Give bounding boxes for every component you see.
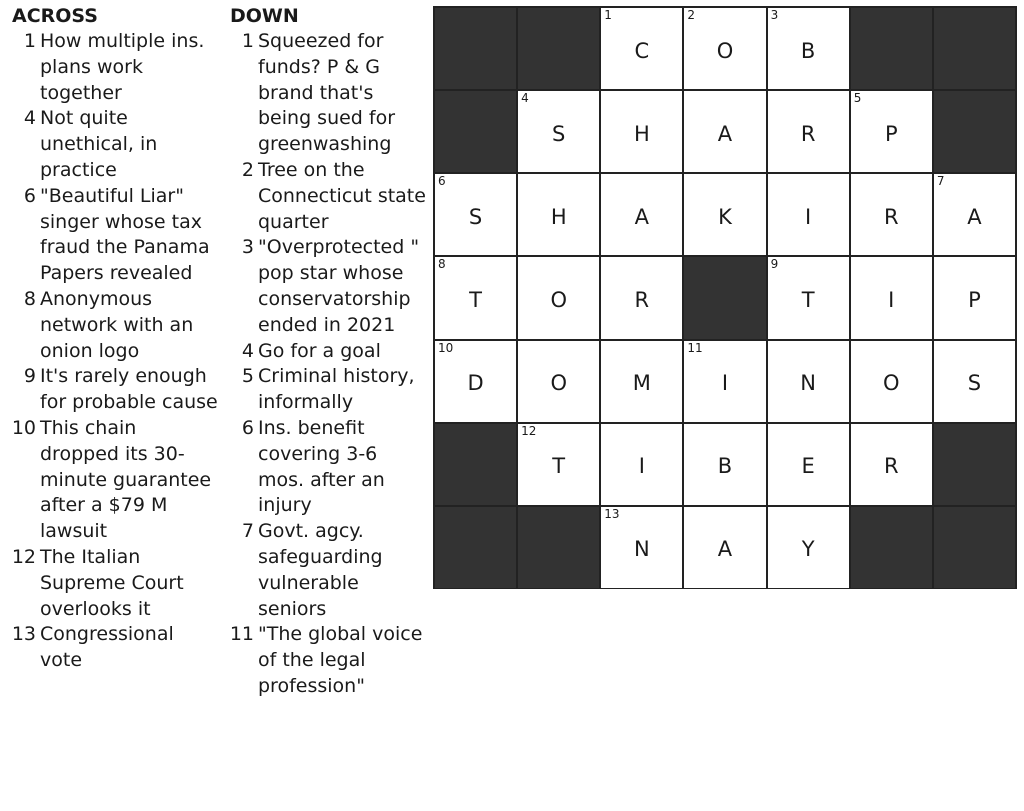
- clue-number: 10: [11, 416, 36, 439]
- cell-letter: O: [550, 371, 567, 396]
- grid-cell[interactable]: [600, 173, 683, 256]
- black-cell: [434, 423, 517, 506]
- crossword-grid: [433, 6, 1017, 589]
- cell-letter: A: [634, 204, 650, 229]
- cell-letter: I: [888, 287, 895, 312]
- cell-letter: T: [469, 287, 482, 312]
- grid-cell[interactable]: [850, 90, 933, 173]
- down-clue-3[interactable]: [226, 235, 426, 338]
- clue-number: 1: [23, 30, 36, 52]
- clue-text: Criminal history, informally: [258, 365, 415, 414]
- black-cell: [933, 423, 1016, 506]
- cell-letter: T: [801, 287, 815, 312]
- clue-number: 12: [11, 545, 36, 568]
- black-cell: [434, 7, 517, 90]
- clue-number: 2: [241, 158, 254, 181]
- clue-number: 4: [23, 107, 36, 130]
- grid-cell[interactable]: [683, 7, 766, 90]
- grid-cell[interactable]: [850, 423, 933, 506]
- cell-number: 9: [770, 257, 779, 272]
- grid-cell[interactable]: [767, 423, 850, 506]
- cell-number: 2: [687, 8, 696, 22]
- grid-cell[interactable]: [850, 256, 933, 339]
- clue-text: The Italian Supreme Court overlooks it: [40, 545, 184, 620]
- clue-number: 6: [241, 416, 254, 439]
- cell-letter: I: [805, 204, 812, 229]
- grid-cell[interactable]: [434, 256, 517, 339]
- cell-letter: H: [550, 204, 567, 229]
- grid-cell[interactable]: [600, 423, 683, 506]
- cell-letter: H: [633, 121, 650, 146]
- grid-cell[interactable]: [517, 173, 600, 256]
- grid-cell[interactable]: [683, 423, 766, 506]
- grid-cell[interactable]: [434, 173, 517, 256]
- across-clues: [8, 4, 220, 674]
- cell-letter: R: [883, 454, 899, 479]
- grid-cell[interactable]: [600, 7, 683, 90]
- across-clue-6[interactable]: [8, 184, 220, 287]
- cell-letter: K: [718, 204, 732, 229]
- cell-letter: Y: [801, 537, 815, 562]
- cell-letter: O: [550, 287, 567, 312]
- across-clue-12[interactable]: [8, 545, 220, 622]
- cell-number: 3: [770, 8, 779, 22]
- clue-text: Congressional vote: [40, 623, 174, 672]
- cell-number: 4: [521, 91, 529, 106]
- clue-text: Go for a goal: [258, 339, 381, 362]
- across-clue-9[interactable]: [8, 364, 220, 416]
- cell-number: 8: [438, 257, 446, 272]
- clue-number: 13: [11, 623, 36, 646]
- cell-letter: P: [884, 121, 898, 146]
- clue-number: 7: [241, 520, 254, 543]
- cell-letter: D: [467, 371, 484, 396]
- grid-cell[interactable]: [517, 423, 600, 506]
- cell-letter: O: [883, 371, 900, 396]
- down-clue-4[interactable]: [226, 339, 426, 365]
- grid-cell[interactable]: [683, 173, 766, 256]
- clue-text: Tree on the Connecticut state quarter: [258, 158, 426, 233]
- down-clue-6[interactable]: [226, 416, 426, 519]
- black-cell: [434, 90, 517, 173]
- clue-number: 11: [229, 623, 254, 646]
- down-clue-2[interactable]: [226, 158, 426, 235]
- clue-text: This chain dropped its 30-minute guarantee after a $79 M lawsuit: [40, 416, 212, 543]
- clue-number: 1: [241, 30, 254, 52]
- cell-letter: I: [721, 371, 729, 396]
- down-clue-5[interactable]: [226, 364, 426, 416]
- grid-cell[interactable]: [600, 340, 683, 423]
- cell-number: 10: [438, 340, 454, 355]
- clue-number: 9: [23, 365, 36, 388]
- grid-cell[interactable]: [600, 90, 683, 173]
- across-clue-10[interactable]: [8, 416, 220, 545]
- grid-cell[interactable]: [933, 256, 1016, 339]
- clue-text: "Overprotected " pop star whose conservatorship ended in 2021: [258, 236, 420, 336]
- cell-letter: S: [468, 204, 483, 229]
- cell-number: 13: [604, 506, 620, 521]
- cell-letter: A: [717, 121, 733, 146]
- grid-cell[interactable]: [517, 256, 600, 339]
- clue-text: Not quite unethical, in practice: [40, 107, 158, 181]
- clue-number: 3: [241, 236, 254, 259]
- cell-letter: P: [968, 287, 981, 312]
- grid-cell[interactable]: [767, 173, 850, 256]
- grid-cell[interactable]: [933, 173, 1016, 256]
- grid-cell[interactable]: [434, 340, 517, 423]
- cell-letter: B: [800, 38, 816, 63]
- across-clue-8[interactable]: [8, 287, 220, 364]
- black-cell: [933, 506, 1016, 589]
- down-clue-1[interactable]: [226, 29, 426, 158]
- cell-letter: M: [632, 371, 651, 396]
- cell-number: 5: [853, 91, 862, 106]
- cell-letter: N: [633, 537, 650, 562]
- grid-cell[interactable]: [850, 340, 933, 423]
- cell-number: 7: [936, 174, 945, 189]
- grid-cell[interactable]: [850, 173, 933, 256]
- grid-cell[interactable]: [517, 90, 600, 173]
- clue-text: Anonymous network with an onion logo: [40, 287, 194, 362]
- across-clue-4[interactable]: [8, 106, 220, 183]
- cell-letter: R: [634, 287, 650, 312]
- black-cell: [933, 7, 1016, 90]
- cell-letter: E: [801, 454, 815, 479]
- cell-letter: A: [967, 204, 982, 229]
- grid-cell[interactable]: [767, 7, 850, 90]
- down-clue-7[interactable]: [226, 519, 426, 622]
- across-clue-1[interactable]: [8, 29, 220, 106]
- grid-cell[interactable]: [683, 90, 766, 173]
- down-clues: [226, 4, 426, 700]
- grid-cell[interactable]: [933, 340, 1016, 423]
- cell-letter: I: [638, 454, 645, 479]
- clue-text: "Beautiful Liar" singer whose tax fraud the Panama Papers revealed: [40, 184, 210, 285]
- clue-number: 8: [23, 287, 36, 310]
- cell-number: 12: [521, 423, 537, 438]
- black-cell: [434, 506, 517, 589]
- clue-number: 5: [241, 365, 254, 388]
- across-clue-13[interactable]: [8, 622, 220, 674]
- down-clue-list: [226, 29, 426, 700]
- down-heading: DOWN: [230, 5, 299, 27]
- cell-letter: B: [717, 454, 733, 479]
- grid-cell[interactable]: [767, 256, 850, 339]
- across-clue-list: [8, 29, 220, 674]
- clue-text: Ins. benefit covering 3-6 mos. after an injury: [258, 416, 385, 517]
- clue-number: 6: [23, 184, 36, 207]
- down-clue-11[interactable]: [226, 622, 426, 699]
- grid-cell[interactable]: [683, 340, 766, 423]
- clue-number: 4: [241, 339, 254, 362]
- cell-letter: S: [552, 121, 566, 146]
- cell-letter: O: [716, 38, 734, 63]
- grid-cell[interactable]: [517, 340, 600, 423]
- clue-text: Govt. agcy. safeguarding vulnerable seniors: [258, 520, 383, 620]
- cell-letter: A: [717, 537, 733, 562]
- clue-text: It's rarely enough for probable cause: [40, 365, 218, 414]
- black-cell: [517, 7, 600, 90]
- black-cell: [850, 7, 933, 90]
- cell-letter: R: [883, 204, 899, 229]
- grid-cell[interactable]: [600, 256, 683, 339]
- cell-letter: R: [800, 121, 816, 146]
- cell-number: 6: [438, 174, 446, 189]
- clue-text: Squeezed for funds? P & G brand that's being sued for greenwashing: [258, 30, 396, 156]
- black-cell: [683, 256, 766, 339]
- cell-letter: N: [800, 371, 816, 396]
- clue-text: "The global voice of the legal profession": [258, 623, 423, 697]
- cell-letter: T: [552, 454, 566, 479]
- clue-text: How multiple ins. plans work together: [40, 30, 205, 104]
- cell-letter: C: [634, 38, 650, 63]
- cell-number: 1: [604, 8, 612, 22]
- cell-letter: S: [967, 371, 982, 396]
- grid-cell[interactable]: [767, 340, 850, 423]
- across-heading: ACROSS: [12, 5, 98, 27]
- black-cell: [933, 90, 1016, 173]
- grid-cell[interactable]: [767, 506, 850, 589]
- grid-cell[interactable]: [767, 90, 850, 173]
- black-cell: [850, 506, 933, 589]
- grid-cell[interactable]: [683, 506, 766, 589]
- black-cell: [517, 506, 600, 589]
- cell-number: 11: [687, 340, 703, 355]
- grid-cell[interactable]: [600, 506, 683, 589]
